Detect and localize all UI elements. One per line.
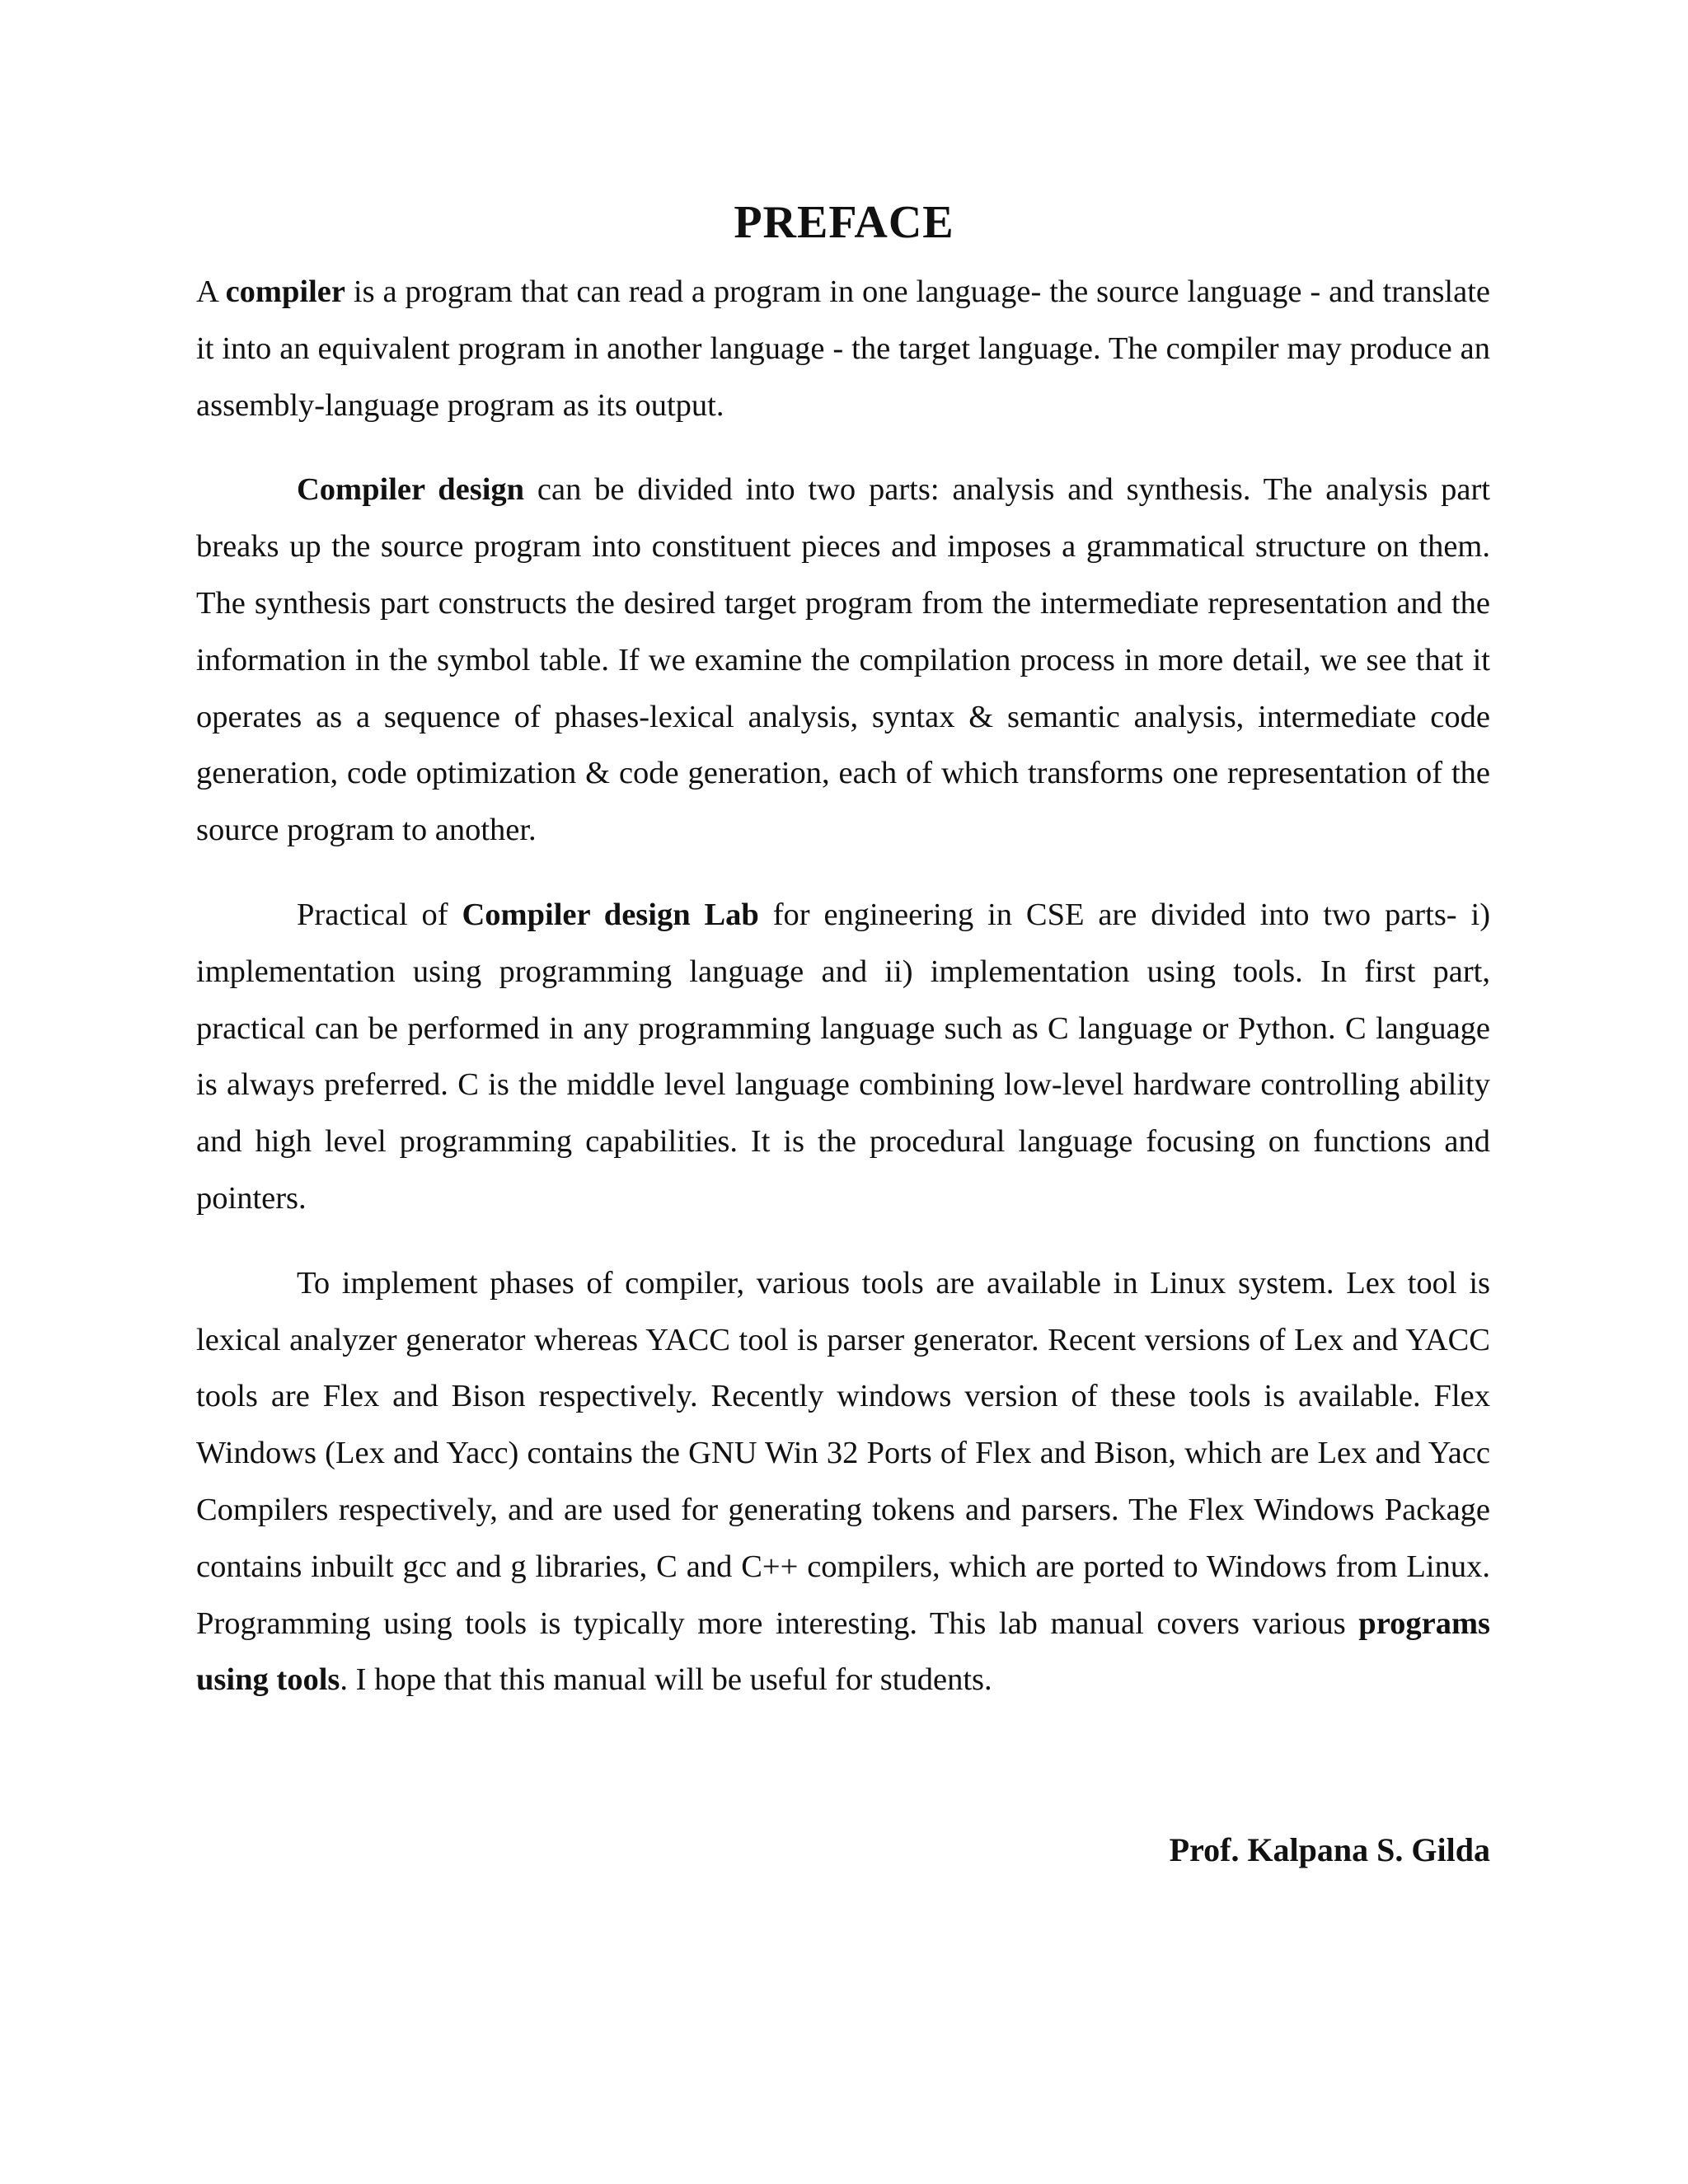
paragraph-4 (196, 1255, 1490, 1708)
text-segment: A (196, 274, 226, 309)
paragraph-1 (196, 264, 1490, 434)
paragraph-2 (196, 462, 1490, 859)
text-segment: is a program that can read a program in one language- the source language - and translate it into an equivalent program in another language - the target language. The compiler may produce an assembly-language program as its output. (196, 274, 1490, 423)
author-signature: Prof. Kalpana S. Gilda (1169, 1831, 1490, 1868)
bold-term-compiler-design: Compiler design (297, 472, 525, 508)
text-segment: for engineering in CSE are divided into two parts- i) implementation using programming language and ii) implementation using tools. In first part, practical can be performed in any programming language such as C language or Python. C language is always preferred. C is the middle level language combining low-level hardware controlling ability and high level programming capabilities. It is the procedural language focusing on functions and pointers. (196, 897, 1491, 1216)
text-segment: To implement phases of compiler, various tools are available in Linux system. Lex tool is lexical analyzer generator whereas YACC tool is parser generator. Recent versions of Lex and YACC tools are Flex and Bison respectively. Recently windows version of these tools is available. Flex Windows (Lex and Yacc) contains the GNU Win 32 Ports of Flex and Bison, which are Lex and Yacc Compilers respectively, and are used for generating tokens and parsers. The Flex Windows Package contains inbuilt gcc and g libraries, C and C++ compilers, which are ported to Windows from Linux. Programming using tools is typically more interesting. This lab manual covers various (196, 1265, 1490, 1641)
bold-term-programs-using-tools: programs using tools (196, 1605, 1490, 1698)
text-segment: . I hope that this manual will be useful for students. (340, 1662, 992, 1698)
bold-term-compiler: compiler (225, 274, 345, 309)
bold-term-compiler-design-lab: Compiler design Lab (462, 897, 759, 932)
page-title: PREFACE (734, 197, 954, 248)
paragraph-3 (196, 887, 1490, 1227)
text-segment: Practical of (297, 897, 462, 932)
preface-body (196, 264, 1490, 1736)
text-segment: can be divided into two parts: analysis and synthesis. The analysis part breaks up the source program into constituent pieces and imposes a grammatical structure on them. The synthesis part constructs the desired target program from the intermediate representation and the information in the symbol table. If we examine the compilation process in more detail, we see that it operates as a sequence of phases-lexical analysis, syntax & semantic analysis, intermediate code generation, code optimization & code generation, each of which transforms one representation of the source program to another. (196, 472, 1490, 848)
